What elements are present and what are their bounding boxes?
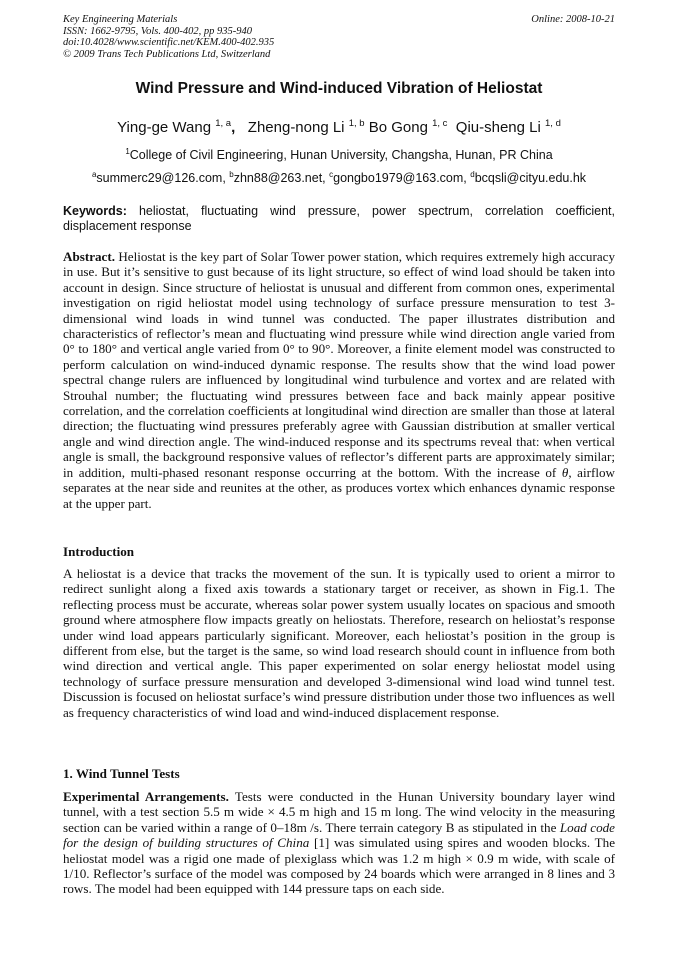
abstract xyxy=(63,249,615,511)
keywords xyxy=(63,204,615,234)
journal-header xyxy=(63,14,615,60)
affiliation-mark: 1 xyxy=(125,147,130,156)
email-address: zhn88@263.net, xyxy=(233,171,330,185)
introduction-text: A heliostat is a device that tracks the movement of the sun. It is typically used to orient a mirror to redirect sunlight along a fixed axis towards a stationary target or receiver, as shown in Fig.1. The reflecting process must be accurate, whereas solar power system usually locates on spacious and smooth ground where atmosphere flow impacts greatly on heliostats. Therefore, research on heliostat’s response under wind load appears particularly significant. Moreover, each heliostat’s position in the group is different from else, but the target is the same, so wind load research should count in influence from both wind direction and vertical angle. This paper experimented on solar energy heliostat model using technology of surface pressure mensuration and developed 3-dimensional wind load wind tunnel test. Discussion is focused on heliostat surface’s wind pressure distribution under those two influences as well as frequency characteristics of wind load and wind-induced displacement response. xyxy=(63,566,615,720)
author-affiliation-mark: 1, b xyxy=(348,118,365,129)
abstract-text: Heliostat is the key part of Solar Tower power station, which requires extremely high accuracy in use. But it’s sensitive to gust because of its light structure, so effect of wind load should be taken into account in design. Since structure of heliostat is unusual and different from common ones, experimental investigation on rigid heliostat model using technology of surface pressure mensuration to test 3-dimensional wind loads in wind tunnel was conducted. The paper illustrates distribution and characteristics of reflector’s mean and fluctuating wind pressure while wind direction angle varied from 0° to 180° and vertical angle varied from 0° to 90°. Moreover, a finite element model was constructed to perform calculation on wind-induced dynamic response. The results show that the wind load power spectral change rulers are influenced by longitudinal wind turbulence and vortex and are related with Strouhal number; the fluctuating wind pressures between face and back mainly appear positive correlation, and the correlation coefficients at longitudinal wind direction are smaller than those at lateral direction; the fluctuating wind pressures preferably agree with Gaussian distribution at smaller vertical angle and wind direction angle. The wind-induced response and its spectrums reveal that: when vertical angle is small, the background responsive values of reflector’s different parts are approximately similar; in addition, multi-phased resonant response occurring at the bottom. With the increase of xyxy=(63,249,615,480)
author-affiliation-mark: 1, a xyxy=(215,118,232,129)
paragraph-text: Tests were conducted in the Hunan University boundary layer wind tunnel, with a test section 5.5 m wide × 4.5 m high and 15 m long. The wind velocity in the measuring section can be varied within a range of 0–18m /s. There terrain category B as stipulated in the xyxy=(63,789,615,835)
affiliation-text: College of Civil Engineering, Hunan University, Changsha, Hunan, PR China xyxy=(129,148,553,162)
email-address: gongbo1979@163.com, xyxy=(333,171,471,185)
journal-name: Key Engineering Materials xyxy=(63,14,178,25)
abstract-text-end: , airflow separates at the near side and reunites at the other, as produces vortex which enhances dynamic response at the upper part. xyxy=(63,464,615,511)
issn-line: ISSN: 1662-9795, Vols. 400-402, pp 935-940 xyxy=(63,25,252,37)
author-name: Ying-ge Wang xyxy=(117,119,212,136)
email-mark: d xyxy=(470,170,475,179)
doi-line: doi:10.4028/www.scientific.net/KEM.400-402.935 xyxy=(63,37,275,48)
copyright-line: © 2009 Trans Tech Publications Ltd, Switzerland xyxy=(63,48,271,60)
email-mark: b xyxy=(229,170,234,179)
email-list xyxy=(40,170,638,185)
keywords-label: Keywords: xyxy=(63,204,127,218)
code-title: Load code for the design of building structures of China xyxy=(63,819,615,851)
email-mark: c xyxy=(329,170,334,179)
keywords-text: heliostat, fluctuating wind pressure, power spectrum, correlation coefficient, displacement response xyxy=(63,204,615,233)
author-name: Zheng-nong Li xyxy=(247,119,345,136)
author-list xyxy=(40,118,638,136)
author-name: Bo Gong xyxy=(368,119,428,136)
email-address: summerc29@126.com, xyxy=(96,171,230,185)
paper-title: Wind Pressure and Wind-induced Vibration of Heliostat xyxy=(135,80,543,97)
author-name: Qiu-sheng Li xyxy=(455,119,541,136)
section-paragraph xyxy=(63,789,615,897)
paragraph-lead: Experimental Arrangements. xyxy=(63,789,229,804)
paragraph-text-end: [1] was simulated using spires and wooden blocks. The heliostat model was a rigid one made of plexiglass which was 1.2 m high × 0.9 m wide, with scale of 1/10. Reflector’s surface of the model was composed by 24 boards which were arranged in 8 lines and 3 rows. The model had been equipped with 144 pressure taps on each side. xyxy=(63,835,616,897)
affiliation xyxy=(40,147,638,162)
section-heading: 1. Wind Tunnel Tests xyxy=(63,766,180,781)
author-separator: , xyxy=(231,119,236,136)
theta-symbol: θ xyxy=(561,464,569,480)
author-affiliation-mark: 1, d xyxy=(545,118,561,129)
email-address: bcqsli@cityu.edu.hk xyxy=(474,171,587,185)
abstract-label: Abstract. xyxy=(63,249,115,264)
author-affiliation-mark: 1, c xyxy=(432,118,448,129)
email-mark: a xyxy=(91,170,97,179)
introduction-heading: Introduction xyxy=(63,544,135,559)
online-date: Online: 2008-10-21 xyxy=(531,14,615,25)
